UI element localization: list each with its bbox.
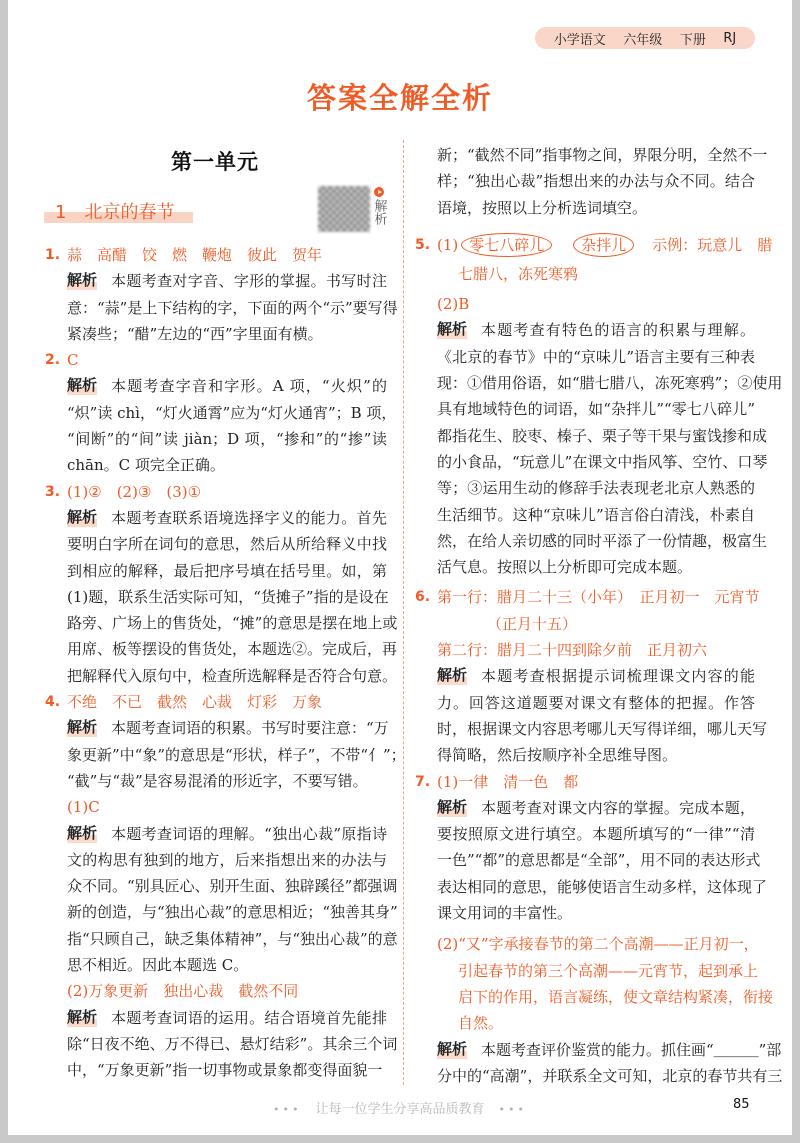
answer-text: 引起春节的第三个高潮——元宵节，起到承上: [458, 961, 759, 980]
text-line: [45, 821, 387, 847]
text-line: [415, 291, 755, 317]
footer-dots-left: •••: [273, 1103, 302, 1116]
answer-text: (2)“又”字承接春节的第二个高潮——正月初一，: [437, 935, 759, 954]
text-line: [45, 610, 398, 636]
answer-block: [415, 229, 773, 287]
analysis-block: [45, 505, 398, 689]
analysis-text: 本题考查根据提示词梳理课文内容的能: [481, 667, 755, 686]
text-line: [45, 742, 406, 768]
analysis-text: 本题考查对课文内容的掌握。完成本题，: [481, 798, 755, 817]
text-line: [415, 637, 755, 663]
answer-block: [45, 689, 387, 715]
analysis-text: 除“日夜不绝、万不得已、悬灯结彩”。其余三个词: [67, 1034, 398, 1053]
page-title: 答案全解全析: [306, 81, 493, 115]
analysis-text: 时，根据课文内容思考哪儿天写得详细，哪儿天写: [437, 719, 768, 738]
text-line: [415, 554, 755, 580]
analysis-text: chān。C 项完全正确。: [67, 456, 225, 475]
question-number: 5.: [415, 236, 431, 253]
analysis-label: 解析: [67, 376, 98, 395]
footer-dots-right: •••: [498, 1103, 527, 1116]
text-line: [415, 1010, 755, 1036]
text-line: [415, 821, 755, 847]
answer-block: [45, 242, 387, 268]
answer-text: (2)万象更新 独出心裁 截然不同: [67, 982, 299, 1001]
answer-text: （正月十五）: [487, 614, 578, 633]
analysis-text: 本题考查评价鉴赏的能力。抓住画“＿＿＿”部: [481, 1040, 782, 1059]
analysis-first-line: [67, 1005, 387, 1031]
circled-answer: 零七八碎儿: [461, 233, 552, 257]
text-line: [45, 426, 387, 452]
text-line: [415, 874, 768, 900]
analysis-text: 《北京的春节》中的“京味儿”语言主要有三种表: [437, 347, 755, 366]
analysis-text: 具有地域特色的词语，如“杂拌儿”“零七八碎儿”: [437, 400, 755, 419]
text-line: [415, 795, 755, 821]
play-icon: [374, 187, 384, 197]
answer-block: [415, 584, 760, 637]
text-line: [415, 317, 755, 343]
qr-code[interactable]: [318, 186, 370, 232]
answer-block: [415, 769, 755, 795]
analysis-block: [415, 317, 783, 580]
analysis-label: 解析: [67, 507, 98, 526]
answer-text: (1)② (2)③ (3)①: [67, 482, 202, 501]
answer-segment: [555, 236, 570, 254]
text-line: [415, 502, 755, 528]
answer-text: 第一行：腊月二十三（小年） 正月初一 元宵节: [437, 588, 760, 607]
footer: [0, 1098, 800, 1117]
analysis-text: 等；③运用生动的修辞手法表现老北京人熟悉的: [437, 479, 755, 498]
text-line: [415, 344, 755, 370]
edition-label: RJ: [723, 30, 737, 46]
text-line: [415, 423, 768, 449]
text-line: [415, 900, 755, 926]
text-line: [415, 958, 759, 984]
analysis-text: 都指花生、胶枣、榛子、栗子等干果与蜜饯掺和成: [437, 426, 768, 445]
text-line: [415, 690, 755, 716]
analysis-block: [45, 715, 406, 794]
answer-text: C: [67, 351, 79, 370]
text-line: [45, 689, 387, 715]
text-line: [45, 978, 387, 1004]
text-line: [45, 899, 398, 925]
analysis-text: 路旁、广场上的售货处，“摊”的意思是摆在地上或: [67, 614, 398, 633]
left-column: [45, 242, 406, 1084]
text-line: [45, 794, 387, 820]
book-info-badge: [535, 27, 755, 49]
analysis-text: 分中的“高潮”，并联系全文可知，北京的春节共有三: [437, 1066, 783, 1085]
analysis-text: 紧凑些；“醋”左边的“西”字里面有横。: [67, 324, 323, 343]
analysis-text: 力。回答这道题要对课文有整体的把握。作答: [437, 693, 755, 712]
text-line: [45, 768, 387, 794]
analysis-text: 本题考查词语的理解。“独出心裁”原指诗: [111, 824, 387, 843]
analysis-text: “炽”读 chì，“灯火通霄”应为“灯火通宵”；B 项，: [67, 403, 397, 422]
analysis-text: “间断”的“间”读 jiàn；D 项，“掺和”的“掺”读: [67, 430, 387, 449]
text-line: [415, 475, 755, 501]
question-number: 6.: [415, 589, 431, 606]
analysis-text: 一色”“都”的意思都是“全部”，用不同的表达形式: [437, 851, 761, 870]
answer-segment: (1): [437, 235, 459, 254]
analysis-text: 要按照原文进行填空。本题所填写的“一律”“清: [437, 825, 755, 844]
answer-text: (1)C: [67, 798, 100, 817]
text-line: [45, 715, 387, 741]
question-number: 2.: [45, 352, 61, 369]
answer-block: [45, 479, 387, 505]
text-line: [45, 400, 397, 426]
text-line: [45, 373, 387, 399]
answer-block: [45, 978, 387, 1004]
analysis-text: 象更新”中“象”的意思是“形状，样子”，不带“亻”；: [67, 745, 406, 764]
grade-label: 六年级: [623, 32, 663, 48]
analysis-label: 解析: [67, 1007, 98, 1026]
text-line: [45, 584, 387, 610]
text-block: [415, 142, 768, 221]
text-line: [415, 370, 783, 396]
lesson-heading: [44, 198, 194, 226]
text-line: [415, 142, 768, 168]
continued-text: 新；“截然不同”指事物之间，界限分明，全然不一: [437, 146, 768, 164]
analysis-text: 把解释代入原句中，检查所选解释是否符合句意。: [67, 666, 398, 685]
analysis-block: [415, 795, 768, 926]
analysis-text: 现：①借用俗语，如“腊七腊八，冻死寒鸦”；②使用: [437, 374, 783, 393]
text-line: [415, 742, 755, 768]
answer-block: [415, 637, 755, 663]
analysis-block: [415, 1037, 783, 1090]
text-line: [45, 926, 398, 952]
text-line: [45, 1031, 398, 1057]
analysis-block: [45, 1005, 398, 1084]
analysis-text: 新的创造，与“独出心裁”的意思相近；“独善其身”: [67, 903, 398, 922]
answer-text: (2)B: [437, 295, 470, 314]
analysis-text: 生活细节。这种“京味儿”语言俗白清浅，朴素自: [437, 505, 755, 524]
analysis-block: [45, 268, 398, 347]
text-line: [415, 769, 755, 795]
analysis-first-line: [437, 317, 755, 343]
text-line: [45, 452, 387, 478]
continued-text: 语境，按照以上分析选词填空。: [437, 198, 648, 217]
analysis-first-line: [437, 663, 755, 689]
analysis-text: 本题考查联系语境选择字义的能力。首先: [111, 508, 387, 527]
answer-text: 自然。: [458, 1014, 504, 1033]
question-number: 4.: [45, 694, 61, 711]
analysis-first-line: [67, 715, 387, 741]
analysis-text: 活气息。按照以上分析即可完成本题。: [437, 558, 693, 577]
analysis-text: 本题考查字音和字形。A 项，“火炽”的: [111, 377, 387, 396]
text-line: [415, 528, 768, 554]
text-line: [45, 847, 387, 873]
unit-title: 第一单元: [171, 150, 259, 174]
answer-text: [437, 229, 773, 261]
text-line: [415, 663, 755, 689]
text-line: [45, 321, 387, 347]
text-line: [415, 847, 761, 873]
analysis-text: 意：“蒜”是上下结构的字，下面的两个“示”要写得: [67, 298, 398, 317]
analysis-first-line: [67, 505, 387, 531]
analysis-text: 的小食品，“玩意儿”在课文中指风筝、空竹、口琴: [437, 452, 768, 471]
text-line: [415, 611, 755, 637]
answer-block: [415, 291, 755, 317]
analysis-first-line: [437, 1037, 782, 1063]
column-divider: [403, 140, 404, 1085]
qr-label: 解析: [371, 199, 387, 225]
answer-text: 蒜 高醋 饺 燃 鞭炮 彼此 贺年: [67, 246, 323, 264]
analysis-text: 指“只顾自己，缺乏集体精神”，与“独出心裁”的意: [67, 929, 398, 948]
text-line: [415, 229, 773, 261]
right-column: [415, 142, 783, 1089]
answer-block: [415, 931, 774, 1036]
answer-text: (1)一律 清一色 都: [437, 772, 579, 791]
analysis-text: 到相应的解释，最后把序号填在括号里。如，第: [67, 561, 387, 580]
analysis-text: “截”与“裁”是容易混淆的形近字，不要写错。: [67, 771, 368, 790]
text-line: [415, 716, 768, 742]
text-line: [45, 663, 398, 689]
text-line: [415, 984, 774, 1010]
analysis-label: 解析: [67, 718, 98, 737]
analysis-text: 本题考查词语的积累。书写时要注意：“万: [111, 719, 389, 738]
answer-text: 启下的作用，语言凝练，使文章结构紧凑，衔接: [458, 987, 774, 1006]
analysis-label: 解析: [437, 666, 468, 685]
text-line: [45, 479, 387, 505]
text-line: [415, 449, 768, 475]
text-line: [415, 396, 755, 422]
analysis-label: 解析: [67, 271, 98, 290]
qr-analysis-link[interactable]: [371, 186, 387, 229]
continued-text: 样；“独出心裁”指想出来的办法与众不同。结合: [437, 172, 755, 191]
text-line: [45, 873, 398, 899]
analysis-block: [415, 663, 768, 768]
analysis-text: (1)题，联系生活实际可知，“货摊子”指的是设在: [67, 587, 389, 606]
analysis-text: 本题考查词语的运用。结合语境首先能排: [111, 1008, 387, 1027]
question-number: 7.: [415, 773, 431, 790]
text-line: [415, 1063, 783, 1089]
answer-segment: 示例：玩意儿 腊: [637, 235, 773, 254]
analysis-text: 文的构思有独到的地方，后来指想出来的办法与: [67, 850, 387, 869]
volume-label: 下册: [679, 32, 706, 48]
answer-block: [45, 347, 387, 373]
analysis-text: 用席、板等摆设的售货处，本题选②。完成后，再: [67, 640, 398, 659]
analysis-text: 本题考查对字音、字形的掌握。书写时注: [111, 272, 387, 291]
text-line: [45, 952, 387, 978]
analysis-text: 然，在给人亲切感的同时平添了一份情趣，极富生: [437, 531, 768, 550]
text-line: [415, 261, 755, 287]
text-line: [415, 168, 755, 194]
analysis-block: [45, 821, 398, 979]
lesson-title: 1 北京的春节: [55, 202, 175, 223]
analysis-text: 思不相近。因此本题选 C。: [67, 956, 249, 975]
analysis-label: 解析: [67, 823, 98, 842]
analysis-first-line: [67, 268, 387, 294]
analysis-text: 本题考查有特色的语言的积累与理解。: [481, 321, 755, 340]
text-line: [45, 295, 398, 321]
text-line: [45, 531, 387, 557]
answer-block: [45, 794, 387, 820]
text-line: [45, 242, 387, 268]
analysis-text: 得简略，然后按顺序补全思维导图。: [437, 746, 678, 765]
text-line: [45, 1057, 387, 1083]
page-number: 85: [733, 1097, 750, 1112]
answer-text: 第二行：腊月二十四到除夕前 正月初六: [437, 641, 708, 660]
analysis-first-line: [437, 795, 755, 821]
answer-text: 七腊八，冻死寒鸦: [458, 264, 579, 283]
question-number: 3.: [45, 483, 61, 500]
question-number: 1.: [45, 247, 61, 263]
text-line: [45, 505, 387, 531]
analysis-text: 中，“万象更新”指一切事物或景象都变得面貌一: [67, 1061, 383, 1080]
analysis-text: 表达相同的意思，能够使语言生动多样，这体现了: [437, 877, 768, 896]
text-line: [415, 1037, 782, 1063]
analysis-label: 解析: [437, 1039, 468, 1058]
analysis-text: 要明白字所在词句的意思，然后从所给释义中找: [67, 535, 387, 554]
circled-answer: 杂拌儿: [573, 233, 634, 257]
analysis-text: 课文用词的丰富性。: [437, 904, 573, 923]
text-line: [415, 195, 755, 221]
text-line: [415, 584, 760, 610]
footer-slogan: 让每一位学生分享高品质教育: [315, 1102, 485, 1117]
analysis-text: 众不同。“别具匠心、别开生面、独辟蹊径”都强调: [67, 877, 398, 896]
analysis-label: 解析: [437, 797, 468, 816]
text-line: [415, 931, 759, 957]
text-line: [45, 558, 387, 584]
text-line: [45, 636, 398, 662]
analysis-first-line: [67, 821, 387, 847]
text-line: [45, 268, 387, 294]
analysis-label: 解析: [437, 320, 468, 339]
answer-text: 不绝 不已 截然 心裁 灯彩 万象: [67, 693, 323, 712]
analysis-block: [45, 373, 397, 478]
subject-label: 小学语文: [553, 32, 606, 48]
text-line: [45, 347, 387, 373]
text-line: [45, 1005, 387, 1031]
analysis-first-line: [67, 373, 387, 399]
